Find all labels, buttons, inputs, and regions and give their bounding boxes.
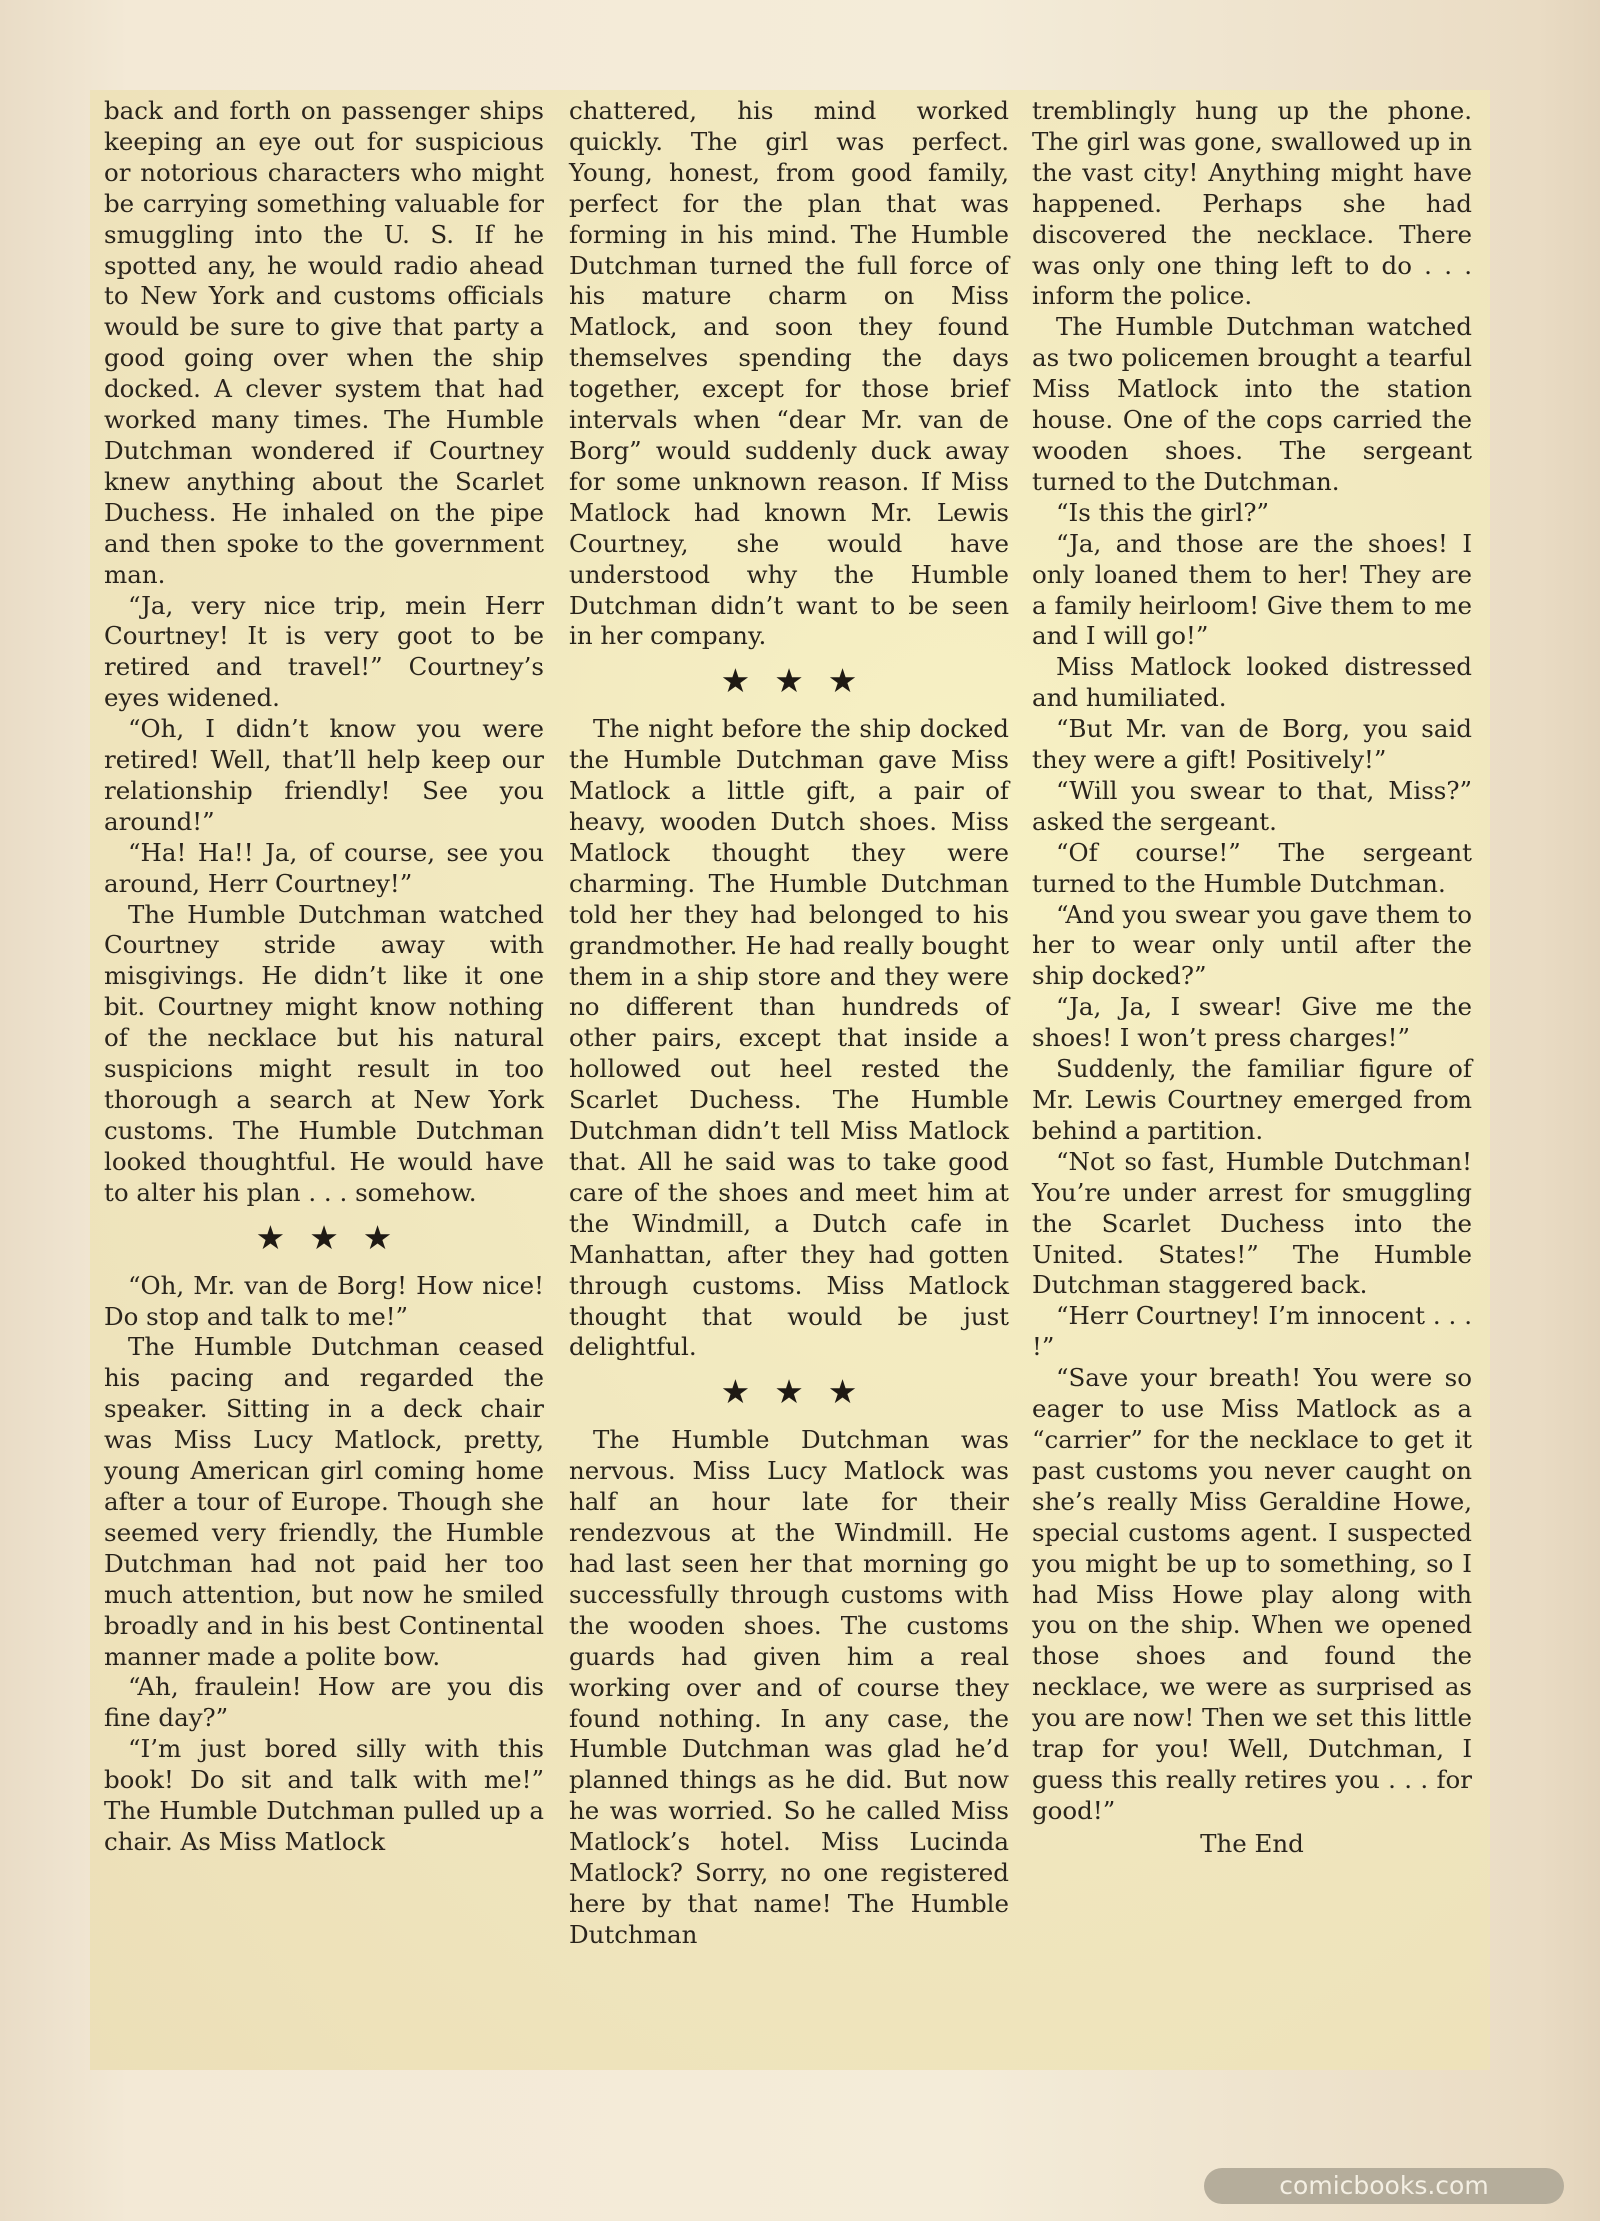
paragraph: “Oh, Mr. van de Borg! How nice! Do stop and talk to me!”	[104, 1270, 544, 1331]
paragraph: The night before the ship docked the Humble Dutchman gave Miss Matlock a little gift, a pair of heavy, wooden Dutch shoes. Miss Matlock thought they were charming. The Humble Dutchman told her they had belonged to his grandmother. He had really bought them in a ship store and they were no different than hundreds of other pairs, except that inside a hollowed out heel rested the Scarlet Duchess. The Humble Dutchman didn’t tell Miss Matlock that. All he said was to take good care of the shoes and meet him at the Windmill, a Dutch cafe in Manhattan, after they had gotten through customs. Miss Matlock thought that would be just delightful.	[569, 714, 1009, 1362]
paragraph: “Is this the girl?”	[1056, 497, 1270, 527]
text-column-2	[569, 96, 1009, 1951]
paragraph: “Ah, fraulein! How are you dis fine day?”	[104, 1672, 544, 1733]
paragraph: “And you swear you gave them to her to wear only until after the ship docked?”	[1032, 899, 1472, 991]
paragraph: “Of course!” The sergeant turned to the Humble Dutchman.	[1032, 837, 1472, 898]
paragraph: “Ja, and those are the shoes! I only loaned them to her! They are a family heirloom! Give them to me and I will go!”	[1032, 528, 1472, 651]
paragraph: “Ja, very nice trip, mein Herr Courtney! It is very goot to be retired and travel!” Courtney’s eyes widened.	[104, 590, 544, 713]
section-break-stars: ★★★	[720, 661, 882, 701]
watermark: comicbooks.com	[1204, 2168, 1564, 2204]
paragraph: “Will you swear to that, Miss?” asked the sergeant.	[1032, 775, 1472, 836]
text-column-1	[104, 96, 544, 1858]
paragraph: The Humble Dutchman was nervous. Miss Lucy Matlock was half an hour late for their rendezvous at the Windmill. He had last seen her that morning go successfully through customs with the wooden shoes. The customs guards had given him a real working over and of course they found nothing. In any case, the Humble Dutchman was glad he’d planned things as he did. But now he was worried. So he called Miss Matlock’s hotel. Miss Lucinda Matlock? Sorry, no one registered here by that name! The Humble Dutchman	[569, 1425, 1009, 1949]
paragraph: “Ha! Ha!! Ja, of course, see you around, Herr Courtney!”	[104, 837, 544, 898]
paragraph: The Humble Dutchman watched Courtney stride away with misgivings. He didn’t like it one bit. Courtney might know nothing of the necklace but his natural suspicions might result in too thorough a search at New York customs. The Humble Dutchman looked thoughtful. He would have to alter his plan . . . somehow.	[104, 899, 544, 1207]
paragraph: “Not so fast, Humble Dutchman! You’re under arrest for smuggling the Scarlet Duchess into the United. States!” The Humble Dutchman staggered back.	[1032, 1146, 1472, 1300]
paragraph: “Ja, Ja, I swear! Give me the shoes! I won’t press charges!”	[1032, 992, 1472, 1053]
text-column-3	[1032, 96, 1472, 1860]
paragraph: The Humble Dutchman watched as two policemen brought a tearful Miss Matlock into the station house. One of the cops carried the wooden shoes. The sergeant turned to the Dutchman.	[1032, 312, 1472, 496]
paragraph: “Save your breath! You were so eager to use Miss Matlock as a “carrier” for the necklace to get it past customs you never caught on she’s really Miss Geraldine Howe, special customs agent. I suspected you might be up to something, so I had Miss Howe play along with you on the ship. When we opened those shoes and found the necklace, we were as surprised as you are now! Then we set this little trap for you! Well, Dutchman, I guess this really retires you . . . for good!”	[1032, 1363, 1472, 1825]
paragraph: chattered, his mind worked quickly. The girl was perfect. Young, honest, from good family, perfect for the plan that was forming in his mind. The Humble Dutchman turned the full force of his mature charm on Miss Matlock, and soon they found themselves spending the days together, except for those brief intervals when “dear Mr. van de Borg” would suddenly duck away for some unknown reason. If Miss Matlock had known Mr. Lewis Courtney, she would have understood why the Humble Dutchman didn’t want to be seen in her company.	[569, 96, 1009, 651]
section-break-stars: ★★★	[720, 1372, 882, 1412]
section-break-stars: ★★★	[255, 1217, 417, 1257]
paragraph: The Humble Dutchman ceased his pacing and regarded the speaker. Sitting in a deck chair was Miss Lucy Matlock, pretty, young American girl coming home after a tour of Europe. Though she seemed very friendly, the Humble Dutchman had not paid her too much attention, but now he smiled broadly and in his best Continental manner made a polite bow.	[104, 1332, 544, 1671]
paragraph: Suddenly, the familiar figure of Mr. Lewis Courtney emerged from behind a partition.	[1032, 1054, 1472, 1145]
the-end-label: The End	[1200, 1828, 1304, 1858]
paragraph: back and forth on passenger ships keeping an eye out for suspicious or notorious characters who might be carrying something valuable for smuggling into the U. S. If he spotted any, he would radio ahead to New York and customs officials would be sure to give that party a good going over when the ship docked. A clever system that had worked many times. The Humble Dutchman wondered if Courtney knew anything about the Scarlet Duchess. He inhaled on the pipe and then spoke to the government man.	[104, 96, 544, 589]
paragraph: Miss Matlock looked distressed and humiliated.	[1032, 652, 1472, 713]
paragraph: “Oh, I didn’t know you were retired! Well, that’ll help keep our relationship friendly! See you around!”	[104, 714, 544, 836]
paragraph: “I’m just bored silly with this book! Do sit and talk with me!” The Humble Dutchman pulled up a chair. As Miss Matlock	[104, 1734, 544, 1856]
paragraph: “Herr Courtney! I’m innocent . . . !”	[1032, 1301, 1472, 1362]
paragraph: “But Mr. van de Borg, you said they were a gift! Positively!”	[1032, 714, 1472, 775]
paragraph: tremblingly hung up the phone. The girl was gone, swallowed up in the vast city! Anything might have happened. Perhaps she had discovered the necklace. There was only one thing left to do . . . inform the police.	[1032, 96, 1472, 311]
